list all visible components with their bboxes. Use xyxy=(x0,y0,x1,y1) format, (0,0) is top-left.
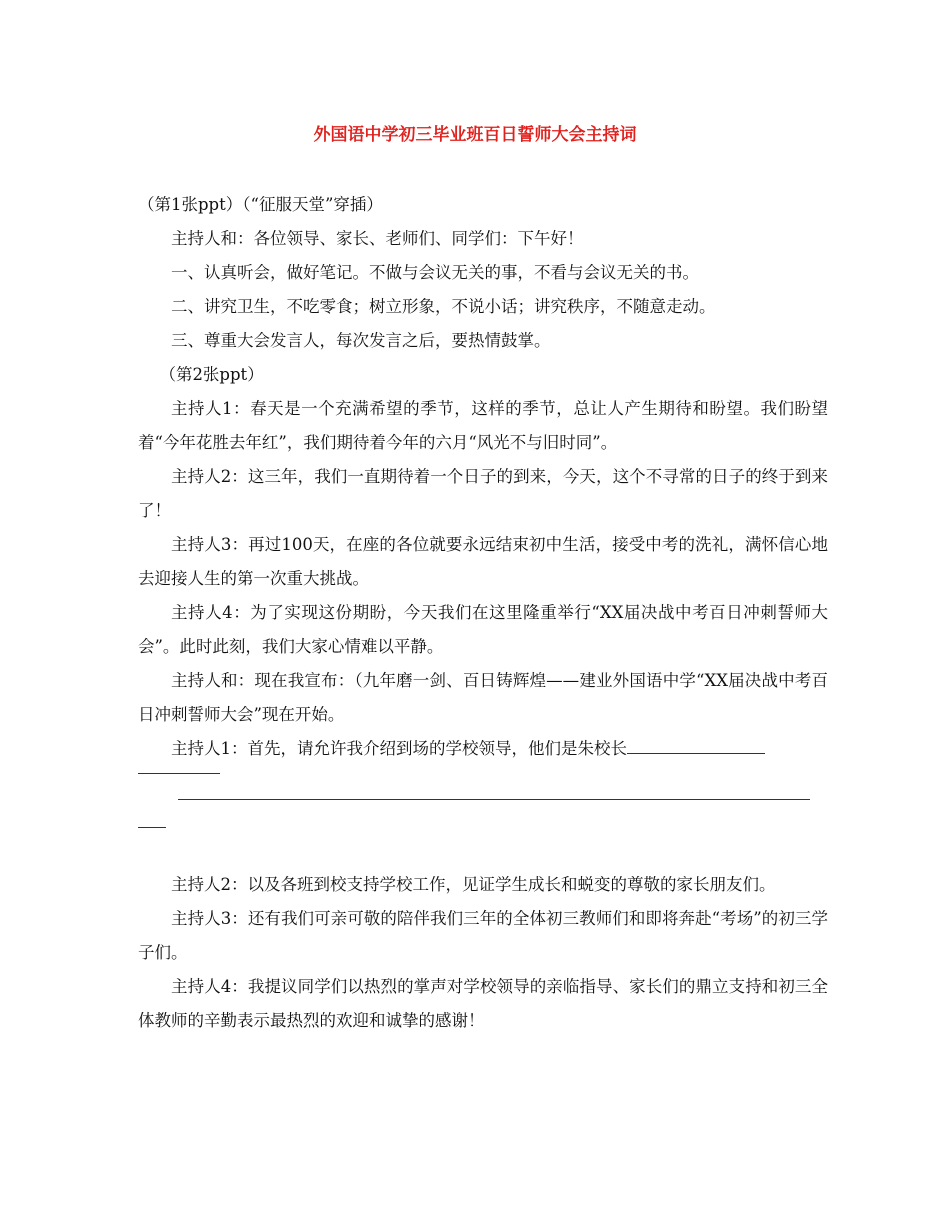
fill-in-blank-line xyxy=(138,826,166,828)
document-title: 外国语中学初三毕业班百日誓师大会主持词 xyxy=(313,125,637,145)
fill-in-blank-row xyxy=(138,800,828,834)
paragraph-rule-3: 三、尊重大会发言人，每次发言之后，要热情鼓掌。 xyxy=(171,331,551,350)
paragraph-greeting: 主持人和：各位领导、家长、老师们、同学们：下午好！ xyxy=(171,229,584,248)
paragraph-host4-ceremony: 主持人4：为了实现这份期盼，今天我们在这里隆重举行“XX届决战中考百日冲刺誓师大会”。此时此刻，我们大家心情难以平静。 xyxy=(138,603,828,656)
paragraph-host1-introduce xyxy=(138,732,828,766)
fill-in-blank-line xyxy=(138,772,220,774)
paragraph-rule-2: 二、讲究卫生，不吃零食；树立形象，不说小话；讲究秩序，不随意走动。 xyxy=(171,297,716,316)
fill-in-blank-line xyxy=(178,798,810,800)
document-body xyxy=(138,188,828,1038)
paragraph-host3-100-days: 主持人3：再过100天，在座的各位就要永远结束初中生活，接受中考的洗礼，满怀信心地去迎接人生的第一次重大挑战。 xyxy=(138,535,828,588)
paragraph-host4-applause: 主持人4：我提议同学们以热烈的掌声对学校领导的亲临指导、家长们的鼎立支持和初三全体教师的辛勤表示最热烈的欢迎和诚挚的感谢！ xyxy=(138,977,828,1030)
paragraph-ppt1-note: （第1张ppt）（“征服天堂”穿插） xyxy=(138,195,383,214)
paragraph-host3-teachers: 主持人3：还有我们可亲可敬的陪伴我们三年的全体初三教师们和即将奔赴“考场”的初三学子们。 xyxy=(138,909,828,962)
fill-in-blank-row xyxy=(138,766,828,800)
paragraph-host1-introduce-text: 主持人1：首先，请允许我介绍到场的学校领导，他们是朱校长 xyxy=(171,739,627,758)
paragraph-host-announce: 主持人和：现在我宣布：（九年磨一剑、百日铸辉煌——建业外国语中学“XX届决战中考百日冲刺誓师大会”现在开始。 xyxy=(138,671,828,724)
paragraph-ppt2-note: （第2张ppt） xyxy=(159,365,264,384)
fill-in-blank-row xyxy=(138,834,828,868)
paragraph-host2-parents: 主持人2：以及各班到校支持学校工作，见证学生成长和蜕变的尊敬的家长朋友们。 xyxy=(171,875,776,894)
paragraph-rule-1: 一、认真听会，做好笔记。不做与会议无关的事，不看与会议无关的书。 xyxy=(171,263,699,282)
paragraph-host2-three-years: 主持人2：这三年，我们一直期待着一个日子的到来，今天，这个不寻常的日子的终于到来了！ xyxy=(138,467,828,520)
paragraph-host1-spring: 主持人1：春天是一个充满希望的季节，这样的季节，总让人产生期待和盼望。我们盼望着“今年花胜去年红”，我们期待着今年的六月“风光不与旧时同”。 xyxy=(138,399,828,452)
fill-in-blank-line xyxy=(627,752,765,754)
